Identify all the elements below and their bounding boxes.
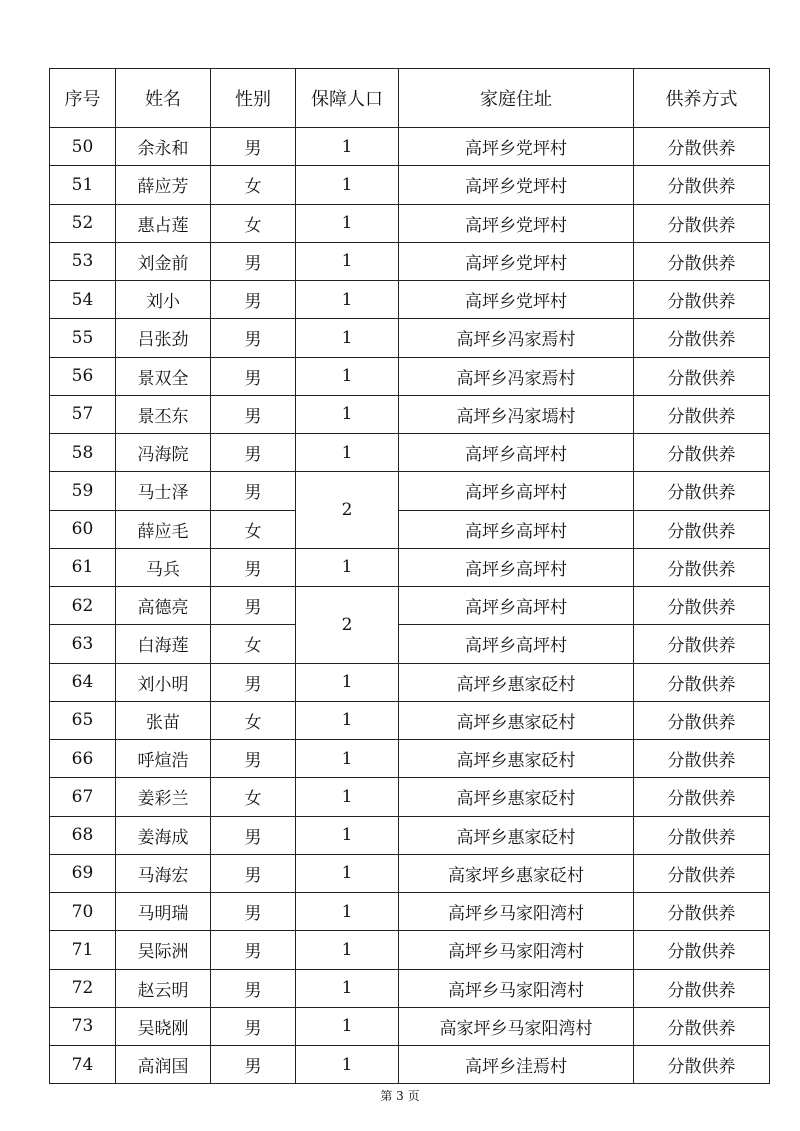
cell-address: 高坪乡高坪村 [399,434,634,472]
table-row [50,778,770,816]
cell-gender: 男 [211,587,296,625]
cell-name: 薛应芳 [116,166,211,204]
cell-population: 1 [296,395,399,433]
cell-serial: 70 [50,893,116,931]
cell-support-mode: 分散供养 [634,204,770,242]
cell-address: 高坪乡冯家焉村 [399,319,634,357]
cell-name: 白海莲 [116,625,211,663]
cell-support-mode: 分散供养 [634,893,770,931]
cell-address: 高家坪乡惠家砭村 [399,854,634,892]
cell-population: 1 [296,548,399,586]
cell-support-mode: 分散供养 [634,281,770,319]
cell-support-mode: 分散供养 [634,434,770,472]
cell-gender: 男 [211,854,296,892]
cell-gender: 男 [211,434,296,472]
cell-serial: 58 [50,434,116,472]
table-row [50,625,770,663]
cell-gender: 男 [211,548,296,586]
cell-serial: 59 [50,472,116,510]
cell-support-mode: 分散供养 [634,395,770,433]
cell-address: 高坪乡高坪村 [399,587,634,625]
table-row [50,816,770,854]
cell-gender: 男 [211,319,296,357]
cell-address: 高坪乡党坪村 [399,204,634,242]
cell-support-mode: 分散供养 [634,663,770,701]
cell-name: 高德亮 [116,587,211,625]
cell-serial: 57 [50,395,116,433]
cell-population: 1 [296,434,399,472]
cell-population: 1 [296,969,399,1007]
cell-support-mode: 分散供养 [634,128,770,166]
cell-address: 高坪乡惠家砭村 [399,663,634,701]
cell-population: 1 [296,1046,399,1084]
cell-population: 1 [296,778,399,816]
cell-address: 高坪乡冯家墕村 [399,395,634,433]
header-support-mode: 供养方式 [634,69,770,128]
cell-serial: 50 [50,128,116,166]
cell-serial: 52 [50,204,116,242]
cell-serial: 68 [50,816,116,854]
cell-gender: 男 [211,472,296,510]
cell-name: 景丕东 [116,395,211,433]
cell-address: 高坪乡高坪村 [399,548,634,586]
cell-gender: 男 [211,357,296,395]
cell-name: 惠占莲 [116,204,211,242]
table-row [50,587,770,625]
table-row [50,281,770,319]
roster-body [50,128,770,1084]
cell-serial: 56 [50,357,116,395]
cell-support-mode: 分散供养 [634,625,770,663]
cell-serial: 67 [50,778,116,816]
cell-name: 刘小 [116,281,211,319]
table-row [50,931,770,969]
table-row [50,893,770,931]
cell-gender: 女 [211,510,296,548]
cell-serial: 61 [50,548,116,586]
cell-support-mode: 分散供养 [634,969,770,1007]
cell-support-mode: 分散供养 [634,740,770,778]
cell-address: 高坪乡高坪村 [399,510,634,548]
table-row [50,510,770,548]
cell-serial: 66 [50,740,116,778]
cell-serial: 69 [50,854,116,892]
cell-population: 1 [296,357,399,395]
cell-support-mode: 分散供养 [634,242,770,280]
cell-name: 吕张劲 [116,319,211,357]
cell-address: 高坪乡冯家焉村 [399,357,634,395]
cell-gender: 男 [211,281,296,319]
cell-gender: 男 [211,663,296,701]
cell-address: 高坪乡党坪村 [399,128,634,166]
cell-support-mode: 分散供养 [634,701,770,739]
cell-support-mode: 分散供养 [634,472,770,510]
cell-gender: 女 [211,166,296,204]
cell-address: 高坪乡惠家砭村 [399,778,634,816]
cell-support-mode: 分散供养 [634,931,770,969]
cell-population: 1 [296,893,399,931]
table-row [50,434,770,472]
cell-name: 马士泽 [116,472,211,510]
table-row [50,663,770,701]
cell-serial: 74 [50,1046,116,1084]
cell-gender: 女 [211,204,296,242]
cell-address: 高坪乡惠家砭村 [399,740,634,778]
cell-support-mode: 分散供养 [634,166,770,204]
cell-gender: 男 [211,893,296,931]
cell-population: 1 [296,854,399,892]
cell-gender: 女 [211,701,296,739]
cell-gender: 女 [211,625,296,663]
roster-table [49,68,770,1084]
cell-population: 1 [296,1007,399,1045]
cell-address: 高坪乡党坪村 [399,242,634,280]
cell-gender: 男 [211,395,296,433]
cell-gender: 男 [211,816,296,854]
cell-population: 1 [296,701,399,739]
header-address: 家庭住址 [399,69,634,128]
cell-population: 1 [296,816,399,854]
cell-serial: 73 [50,1007,116,1045]
table-row [50,395,770,433]
table-row [50,740,770,778]
table-row [50,1046,770,1084]
cell-name: 姜海成 [116,816,211,854]
cell-address: 高坪乡党坪村 [399,166,634,204]
cell-support-mode: 分散供养 [634,319,770,357]
cell-support-mode: 分散供养 [634,854,770,892]
cell-support-mode: 分散供养 [634,778,770,816]
cell-address: 高坪乡高坪村 [399,472,634,510]
cell-serial: 60 [50,510,116,548]
cell-name: 赵云明 [116,969,211,1007]
cell-population: 2 [296,587,399,664]
cell-address: 高坪乡马家阳湾村 [399,893,634,931]
cell-name: 吴际洲 [116,931,211,969]
cell-name: 马明瑞 [116,893,211,931]
cell-gender: 男 [211,931,296,969]
cell-address: 高家坪乡马家阳湾村 [399,1007,634,1045]
cell-population: 1 [296,166,399,204]
cell-gender: 男 [211,740,296,778]
cell-population: 1 [296,281,399,319]
cell-name: 高润国 [116,1046,211,1084]
cell-serial: 63 [50,625,116,663]
cell-name: 马海宏 [116,854,211,892]
table-row [50,969,770,1007]
cell-serial: 65 [50,701,116,739]
cell-support-mode: 分散供养 [634,1046,770,1084]
cell-gender: 男 [211,242,296,280]
cell-population: 1 [296,663,399,701]
cell-gender: 男 [211,1007,296,1045]
cell-population: 2 [296,472,399,549]
cell-address: 高坪乡惠家砭村 [399,816,634,854]
table-row [50,1007,770,1045]
table-row [50,701,770,739]
cell-gender: 男 [211,969,296,1007]
header-name: 姓名 [116,69,211,128]
cell-population: 1 [296,319,399,357]
table-row [50,548,770,586]
header-serial: 序号 [50,69,116,128]
cell-serial: 62 [50,587,116,625]
cell-population: 1 [296,740,399,778]
cell-address: 高坪乡马家阳湾村 [399,969,634,1007]
cell-address: 高坪乡高坪村 [399,625,634,663]
cell-name: 吴晓刚 [116,1007,211,1045]
page-number: 第 3 页 [380,1089,420,1103]
cell-serial: 53 [50,242,116,280]
cell-support-mode: 分散供养 [634,548,770,586]
cell-serial: 54 [50,281,116,319]
cell-support-mode: 分散供养 [634,816,770,854]
cell-name: 马兵 [116,548,211,586]
cell-address: 高坪乡惠家砭村 [399,701,634,739]
cell-serial: 51 [50,166,116,204]
cell-address: 高坪乡党坪村 [399,281,634,319]
cell-serial: 64 [50,663,116,701]
table-row [50,357,770,395]
cell-population: 1 [296,931,399,969]
cell-name: 薛应毛 [116,510,211,548]
cell-name: 姜彩兰 [116,778,211,816]
header-gender: 性别 [211,69,296,128]
cell-name: 刘小明 [116,663,211,701]
header-row [50,69,770,128]
cell-name: 余永和 [116,128,211,166]
cell-address: 高坪乡马家阳湾村 [399,931,634,969]
table-row [50,319,770,357]
cell-support-mode: 分散供养 [634,1007,770,1045]
cell-support-mode: 分散供养 [634,510,770,548]
cell-population: 1 [296,204,399,242]
table-row [50,166,770,204]
cell-support-mode: 分散供养 [634,587,770,625]
table-row [50,854,770,892]
cell-gender: 女 [211,778,296,816]
cell-name: 张苗 [116,701,211,739]
cell-name: 冯海院 [116,434,211,472]
cell-support-mode: 分散供养 [634,357,770,395]
cell-population: 1 [296,128,399,166]
cell-serial: 55 [50,319,116,357]
table-row [50,472,770,510]
table-row [50,128,770,166]
cell-population: 1 [296,242,399,280]
table-row [50,204,770,242]
cell-name: 刘金前 [116,242,211,280]
header-population: 保障人口 [296,69,399,128]
cell-serial: 71 [50,931,116,969]
table-row [50,242,770,280]
cell-name: 景双全 [116,357,211,395]
cell-address: 高坪乡洼焉村 [399,1046,634,1084]
cell-gender: 男 [211,1046,296,1084]
cell-serial: 72 [50,969,116,1007]
cell-gender: 男 [211,128,296,166]
cell-name: 呼煊浩 [116,740,211,778]
